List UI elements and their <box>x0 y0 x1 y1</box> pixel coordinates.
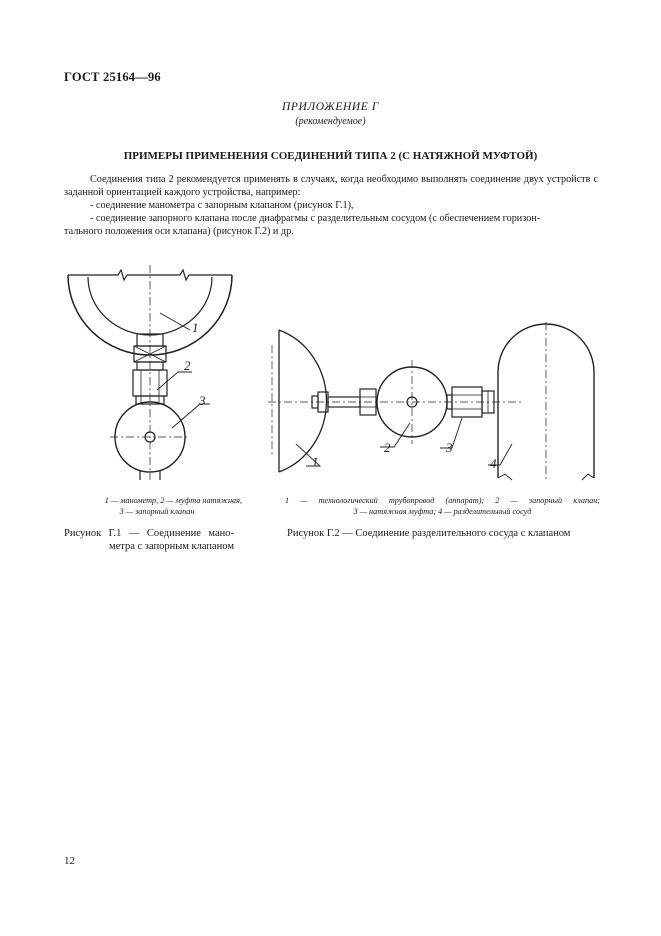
figure-1-drawing <box>68 265 232 480</box>
callout-label: 2 <box>384 440 391 455</box>
list-item: - соединение манометра с запорным клапаном (рисунок Г.1), <box>90 200 354 211</box>
figure-1-legend: 3 — запорный клапан <box>119 507 195 516</box>
callout-label: 2 <box>184 358 191 373</box>
callout-leader-1 <box>160 313 190 330</box>
list-item-continuation: тального положения оси клапана) (рисунок Г.2) и др. <box>64 226 294 237</box>
figure-1-caption: Рисунок Г.1 — Соединение мано- <box>64 528 234 539</box>
callout-leader-2 <box>157 372 192 390</box>
section-heading: ПРИМЕРЫ ПРИМЕНЕНИЯ СОЕДИНЕНИЙ ТИПА 2 (С НАТЯЖНОЙ МУФТОЙ) <box>123 150 538 162</box>
callout-label: 3 <box>446 440 453 455</box>
intro-paragraph: Соединения типа 2 рекомендуется применять в случаях, когда необходимо выполнять соединение двух устройств с заданной ориентацией каждого устройства, например: <box>64 174 598 199</box>
annex-subtitle: (рекомендуемое) <box>295 116 366 127</box>
figure-2-caption: Рисунок Г.2 — Соединение разделительного сосуда с клапаном <box>287 528 571 539</box>
callout-label: 1 <box>312 454 319 469</box>
figure-1-caption: метра с запорным клапаном <box>108 541 234 552</box>
figure-2-legend: 3 — натяжная муфта; 4 — разделительный сосуд <box>353 507 532 516</box>
figure-2-legend: 1 — технологический трубопровод (аппарат); 2 — запорный клапан; <box>285 496 600 505</box>
callout-label: 1 <box>192 320 199 335</box>
callout-label: 4 <box>490 456 497 471</box>
callout-label: 3 <box>199 393 206 408</box>
figure-1-legend: 1 — манометр, 2 — муфта натяжная, <box>104 496 242 505</box>
list-item: - соединение запорного клапана после диафрагмы с разделительным сосудом (с обеспечением горизон- <box>90 213 541 224</box>
document-id: ГОСТ 25164—96 <box>64 70 161 84</box>
page-number: 12 <box>64 855 75 867</box>
annex-title: ПРИЛОЖЕНИЕ Г <box>281 101 380 113</box>
